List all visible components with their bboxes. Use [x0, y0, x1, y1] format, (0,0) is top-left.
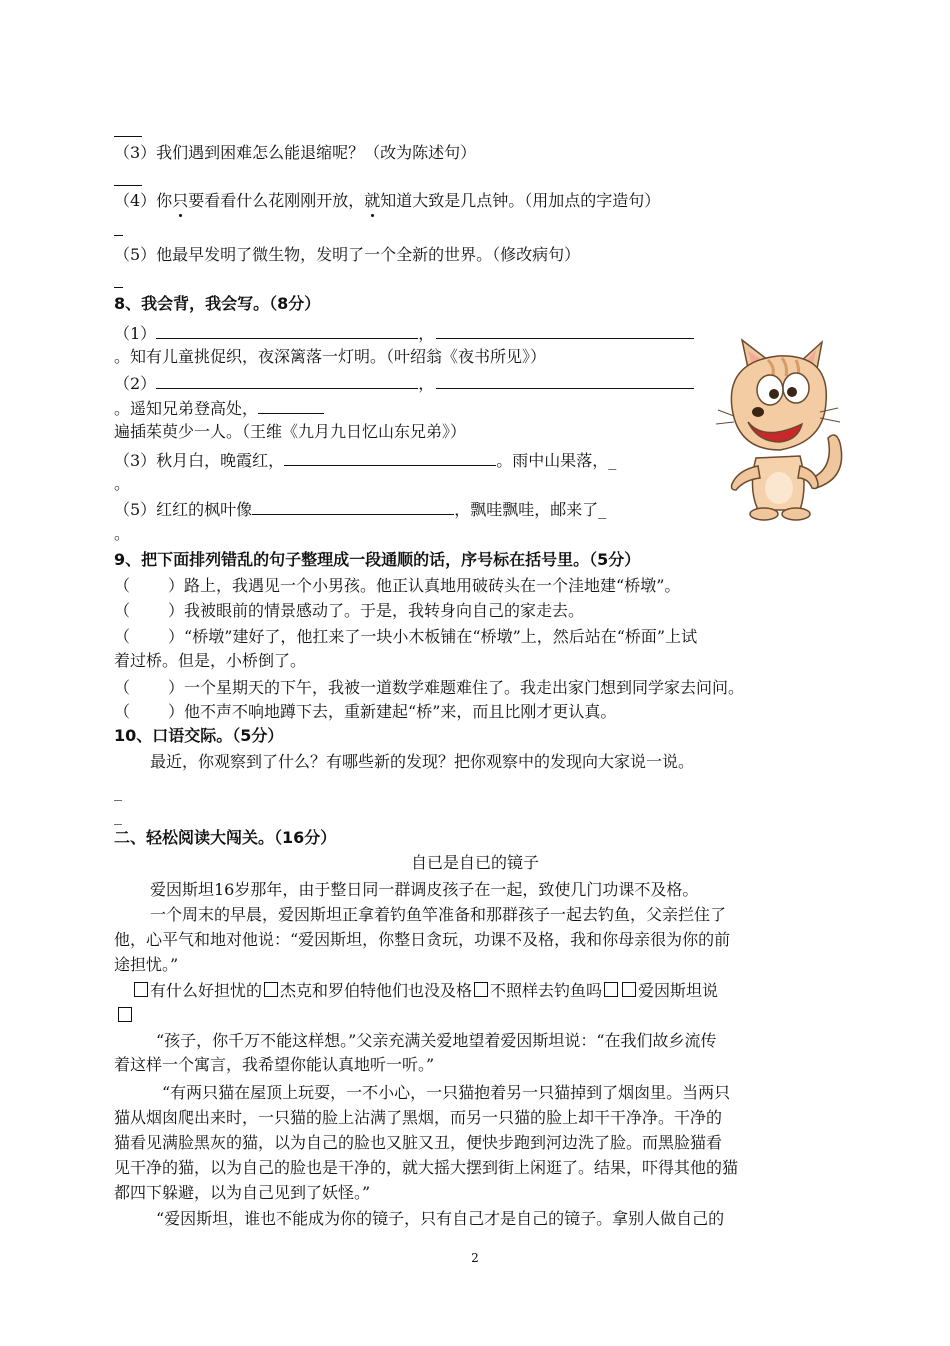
q9-sentence-3-text: “桥墩”建好了，他扛来了一块小木板铺在“桥墩”上，然后站在“桥面”上试 — [184, 627, 698, 646]
dotted-char-jiu: 就 — [364, 191, 381, 210]
punctuation-blank[interactable] — [118, 1007, 132, 1022]
q9-sentence-1 — [114, 576, 680, 596]
passage-title: 自已是自已的镜子 — [410, 853, 539, 872]
punctuation-blank[interactable] — [264, 982, 278, 997]
order-bracket-close: ） — [168, 702, 185, 721]
passage-p4-line-2: 着这样一个寓言，我希望你能认真地听一听。” — [114, 1055, 435, 1074]
poem-blank-5a[interactable] — [252, 498, 454, 515]
passage-p5-line-5: 都四下躲避，以为自己见到了妖怪。” — [114, 1183, 371, 1202]
q8-heading: 8、我会背，我会写。（8分） — [114, 294, 321, 313]
section-2-heading: 二、轻松阅读大闯关。（16分） — [114, 828, 337, 847]
q9-sentence-5-text: 他不声不响地蹲下去，重新建起“桥”来，而且比刚才更认真。 — [184, 702, 617, 721]
q8-num-1: （1） — [114, 324, 157, 343]
passage-p1: 爱因斯坦16岁那年，由于整日同一群调皮孩子在一起，致使几门功课不及格。 — [150, 880, 699, 899]
passage-p5-line-4: 见干净的猫，以为自己的脸也是干净的，就大摇大摆到街上闲逛了。结果，吓得其他的猫 — [114, 1158, 739, 1177]
order-bracket-open: （ — [114, 601, 131, 620]
passage-p5-line-1: “有两只猫在屋顶上玩耍，一不小心，一只猫抱着另一只猫掉到了烟囱里。当两只 — [162, 1083, 731, 1102]
q9-sentence-4 — [114, 678, 744, 698]
page-number: 2 — [471, 1251, 479, 1265]
punctuation-blank[interactable] — [474, 982, 488, 997]
punctuation-blank[interactable] — [134, 982, 148, 997]
q8-line-5-text: （5）红红的枫叶像 — [114, 500, 253, 519]
q9-sentence-3-cont: 着过桥。但是，小桥倒了。 — [114, 651, 307, 670]
q9-sentence-2 — [114, 601, 584, 621]
poem-blank-2a[interactable] — [156, 372, 418, 389]
poem-blank-2b[interactable] — [436, 372, 694, 389]
answer-line-5 — [114, 287, 123, 288]
answer-line-2 — [114, 136, 142, 137]
q7-item-4 — [114, 191, 660, 211]
q9-sentence-2-text: 我被眼前的情景感动了。于是，我转身向自己的家走去。 — [184, 601, 585, 620]
q8-line-5 — [114, 498, 606, 520]
passage-p3-text-d: 爱因斯坦说 — [638, 981, 719, 1000]
q8-line-1 — [114, 322, 694, 344]
passage-p3-text-b: 杰克和罗伯特他们也没及格 — [280, 981, 473, 1000]
order-bracket-open: （ — [114, 702, 131, 721]
q8-line-3-underscore: _ — [608, 451, 617, 470]
passage-p3 — [132, 981, 718, 1001]
q7-item-3: （3）我们遇到困难怎么能退缩呢？（改为陈述句） — [114, 143, 477, 162]
q8-line-5-end: 。 — [114, 524, 131, 543]
poem-blank-1a[interactable] — [156, 322, 418, 339]
order-bracket-open: （ — [114, 678, 131, 697]
poem-blank-2c[interactable] — [258, 397, 324, 414]
q10-answer-line-2: _ — [114, 806, 122, 825]
passage-p5-line-3: 猫看见满脸黑灰的猫，以为自己的脸也又脏又丑，便快步跑到河边洗了脸。而黑脸猫看 — [114, 1133, 723, 1152]
passage-p3-text-a: 有什么好担忧的 — [150, 981, 263, 1000]
passage-p2-line-2: 他，心平气和地对他说：“爱因斯坦，你整日贪玩，功课不及格，我和你母亲很为你的前 — [114, 930, 731, 949]
q8-line-2-cont — [114, 397, 324, 419]
passage-p2-line-1: 一个周末的早晨，爱因斯坦正拿着钓鱼竿准备和那群孩子一起去钓鱼，父亲拦住了 — [150, 905, 727, 924]
q9-sentence-4-text: 一个星期天的下午，我被一道数学难题难住了。我走出家门想到同学家去问问。 — [184, 678, 745, 697]
poem-blank-1b[interactable] — [436, 322, 694, 339]
q10-prompt: 最近，你观察到了什么？有哪些新的发现？把你观察中的发现向大家说一说。 — [150, 752, 695, 771]
passage-p4-line-1: “孩子，你千万不能这样想。”父亲充满关爱地望着爱因斯坦说：“在我们故乡流传 — [156, 1031, 717, 1050]
order-bracket-open: （ — [114, 627, 131, 646]
q9-sentence-5 — [114, 702, 616, 722]
q7-item-4-mid: 要看看什么花刚刚开放， — [188, 191, 365, 210]
passage-p3-end — [116, 1006, 134, 1026]
order-bracket-open: （ — [114, 576, 131, 595]
q8-line-3-end: 。 — [114, 474, 131, 493]
q8-line-2-end: 遍插茱萸少一人。（王维《九月九日忆山东兄弟》） — [114, 422, 467, 441]
q8-comma-1: ， — [418, 324, 435, 343]
q9-sentence-3 — [114, 627, 697, 647]
q8-line-5-underscore: _ — [598, 500, 607, 519]
q9-sentence-1-text: 路上，我遇见一个小男孩。他正认真地用破砖头在一个洼地建“桥墩”。 — [184, 576, 681, 595]
answer-line-3 — [114, 185, 142, 186]
answer-line-4 — [114, 235, 123, 236]
q8-line-2 — [114, 372, 694, 394]
order-bracket-close: ） — [168, 601, 185, 620]
q9-heading: 9、把下面排列错乱的句子整理成一段通顺的话，序号标在括号里。（5分） — [114, 550, 641, 569]
punctuation-blank[interactable] — [604, 982, 618, 997]
q7-item-4-after: 知道大致是几点钟。（用加点的字造句） — [380, 191, 661, 210]
order-bracket-close: ） — [168, 627, 185, 646]
q7-item-4-before: （4）你 — [114, 191, 173, 210]
q8-comma-2: ， — [418, 374, 435, 393]
q8-line-3-text-b: 。雨中山果落， — [496, 451, 609, 470]
punctuation-blank[interactable] — [622, 982, 636, 997]
passage-p5-line-2: 猫从烟囱爬出来时，一只猫的脸上沾满了黑烟，而另一只猫的脸上却干干净净。干净的 — [114, 1108, 723, 1127]
q10-heading: 10、口语交际。（5分） — [114, 726, 284, 745]
q10-answer-line-1: _ — [114, 782, 122, 801]
passage-p3-text-c: 不照样去钓鱼吗 — [490, 981, 603, 1000]
order-bracket-close: ） — [168, 678, 185, 697]
dotted-char-zhi: 只 — [172, 191, 189, 210]
q7-item-5: （5）他最早发明了微生物，发明了一个全新的世界。（修改病句） — [114, 245, 581, 264]
q8-line-3 — [114, 449, 616, 471]
q8-line-5-text-b: ，飘哇飘哇，邮来了 — [454, 500, 599, 519]
q8-line-2-text: 。遥知兄弟登高处， — [114, 399, 259, 418]
passage-p6-line-1: “爱因斯坦，谁也不能成为你的镜子，只有自己才是自己的镜子。拿别人做自己的 — [156, 1209, 725, 1228]
order-bracket-close: ） — [168, 576, 185, 595]
q8-line-1-cont: 。知有儿童挑促织，夜深篱落一灯明。（叶绍翁《夜书所见》） — [114, 347, 547, 366]
passage-p2-line-3: 途担忧。” — [114, 955, 179, 974]
q8-num-2: （2） — [114, 374, 157, 393]
q8-line-3-text: （3）秋月白，晚霞红， — [114, 451, 285, 470]
cartoon-cat-illustration — [708, 338, 850, 524]
poem-blank-3a[interactable] — [284, 449, 496, 466]
